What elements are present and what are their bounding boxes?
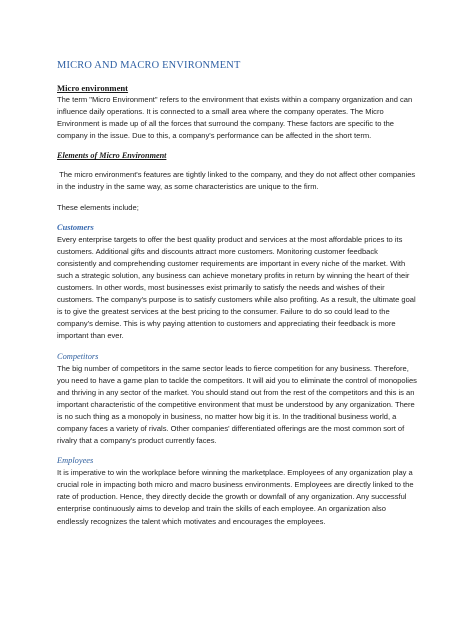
elements-include-text: These elements include; — [57, 202, 139, 212]
elements-paragraph — [57, 169, 419, 193]
competitors-paragraph: The big number of competitors in the same sector leads to fierce competition for any business. Therefore, you need to have a game plan to tackle the competitors. It will aid you to eliminate the control of monopolies and thriving in any sector of the market. You should stand out from the rest of the competitors and this is an important characteristic of the competitive environment that must be understood by any organization. There is no such thing as a monopoly in business, no matter how big it is. In the traditional business world, a company faces a variety of rivals. Other companies' differentiated offerings are the most common sort of rivalry that a company's product currently faces. — [57, 363, 417, 446]
micro-environment-heading: Micro environment — [57, 83, 129, 93]
elements-heading: Elements of Micro Environment — [57, 151, 167, 161]
employees-paragraph: It is imperative to win the workplace before winning the marketplace. Employees of any organization play a crucial role in impacting both micro and macro business environments. Employees are directly linked to the rate of production. Hence, they directly decide the growth or downfall of any organization. Any successful enterprise continuously aims to develop and train the skills of each employee. An organization also endlessly recognizes the talent which motivates and encourages the employees. — [57, 468, 414, 526]
customers-heading: Customers — [57, 222, 94, 232]
elements-paragraph-text: The micro environment's features are tightly linked to the company, and they do not affect other companies in the industry in the same way, as some characteristics are unique to the firm. — [57, 170, 416, 192]
document-page — [57, 60, 419, 536]
competitors-heading: Competitors — [57, 351, 99, 361]
customers-paragraph: Every enterprise targets to offer the best quality product and services at the most affordable prices to its customers. Additional gifts and discounts attract more customers. Monitoring customer feedback consistently and comprehending customer requirements are important in every niche of the market. With such a strategic solution, any business can achieve monetary profits in return by winning the heart of their customers. In other words, most businesses exist primarily to satisfy the needs and wishes of their customers. The company's purpose is to satisfy customers while also profiting. As a result, the ultimate goal is to give the greatest services at the best pricing to the consumer. Failure to do so could lead to the company's demise. This is why paying attention to customers and appreciating their feedback is more important than ever. — [57, 234, 416, 341]
document-title: MICRO AND MACRO ENVIRONMENT — [57, 60, 241, 71]
micro-environment-paragraph: The term "Micro Environment" refers to the environment that exists within a company organization and can influence daily operations. It is connected to a small area where the company operates. The Micro Environment is made up of all the forces that surround the company. These factors are specific to the company in the issue. Due to this, a company's performance can be affected in the short term. — [57, 95, 413, 141]
employees-heading: Employees — [57, 456, 94, 466]
